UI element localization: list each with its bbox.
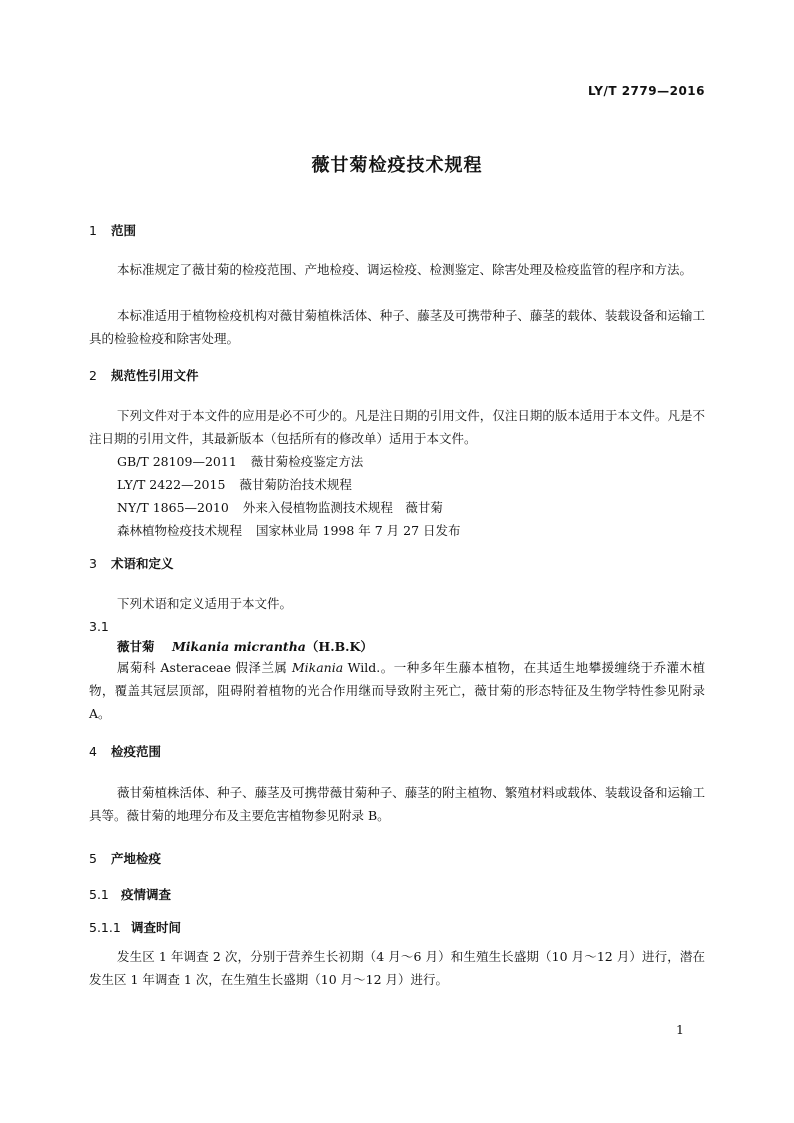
term-latin: Mikania micrantha [171,639,306,654]
section-number: 1 [89,223,97,238]
section-number: 5 [89,851,97,866]
reference-item [117,452,363,470]
definition-genus: Mikania [291,660,344,675]
section-title: 检疫范围 [111,744,162,759]
reference-code: NY/T 1865—2010 [117,500,229,515]
paragraph: 发生区 1 年调查 2 次，分别于营养生长初期（4 月～6 月）和生殖生长盛期（10 月～12 月）进行，潜在发生区 1 年调查 1 次，在生殖生长盛期（10 月～12 月）进行。 [89,949,705,987]
section-heading-3 [89,554,174,572]
reference-code: 森林植物检疫技术规程 [117,523,243,538]
section-heading-4 [89,742,161,760]
subsection-heading-5-1-1 [89,918,181,936]
subsection-number: 5.1.1 [89,920,121,935]
section-title: 产地检疫 [111,851,162,866]
definition-text: 属菊科 Asteraceae 假泽兰属 [117,660,292,675]
paragraph: 下列术语和定义适用于本文件。 [117,596,293,611]
subsection-title: 疫情调查 [121,887,172,902]
term-entry [117,637,373,655]
reference-code: LY/T 2422—2015 [117,477,226,492]
reference-name: 薇甘菊防治技术规程 [239,477,352,492]
reference-item [117,475,352,493]
reference-item [117,498,443,516]
document-title: 薇甘菊检疫技术规程 [311,155,483,176]
reference-name: 国家林业局 1998 年 7 月 27 日发布 [256,523,461,538]
paragraph: 薇甘菊植株活体、种子、藤茎及可携带薇甘菊种子、藤茎的附主植物、繁殖材料或载体、装载设备和运输工具等。薇甘菊的地理分布及主要危害植物参见附录 B。 [89,785,705,823]
paragraph: 本标准规定了薇甘菊的检疫范围、产地检疫、调运检疫、检测鉴定、除害处理及检疫监管的程序和方法。 [117,262,693,277]
section-title: 术语和定义 [111,556,174,571]
section-title: 规范性引用文件 [111,368,199,383]
reference-item [117,521,461,539]
page-number: 1 [676,1022,684,1037]
section-number: 4 [89,744,97,759]
term-author: （H.B.K） [305,639,373,654]
paragraph: 下列文件对于本文件的应用是必不可少的。凡是注日期的引用文件，仅注日期的版本适用于本文件。凡是不注日期的引用文件，其最新版本（包括所有的修改单）适用于本文件。 [89,408,705,446]
subsection-number: 5.1 [89,887,109,902]
definition-text: Wild.。一种多年生藤本植物，在其适生地攀援缠绕于乔灌木植物，覆盖其冠层顶部，阻碍附着植物的光合作用继而导致附主死亡，薇甘菊的形态特征及生物学特性参见附录 A。 [89,660,705,721]
reference-name: 外来入侵植物监测技术规程 薇甘菊 [242,500,443,515]
subsection-title: 调查时间 [131,920,182,935]
term-number: 3.1 [89,619,109,634]
section-heading-2 [89,366,199,384]
subsection-heading-5-1 [89,885,171,903]
section-heading-5 [89,849,161,867]
standard-code: LY/T 2779—2016 [587,84,705,98]
term-chinese: 薇甘菊 [117,639,155,654]
reference-name: 薇甘菊检疫鉴定方法 [250,454,364,469]
reference-code: GB/T 28109—2011 [117,454,237,469]
section-number: 2 [89,368,97,383]
paragraph: 本标准适用于植物检疫机构对薇甘菊植株活体、种子、藤茎及可携带种子、藤茎的载体、装载设备和运输工具的检验检疫和除害处理。 [89,308,705,346]
section-title: 范围 [111,223,137,238]
term-definition [89,656,705,725]
section-number: 3 [89,556,97,571]
section-heading-1 [89,221,136,239]
